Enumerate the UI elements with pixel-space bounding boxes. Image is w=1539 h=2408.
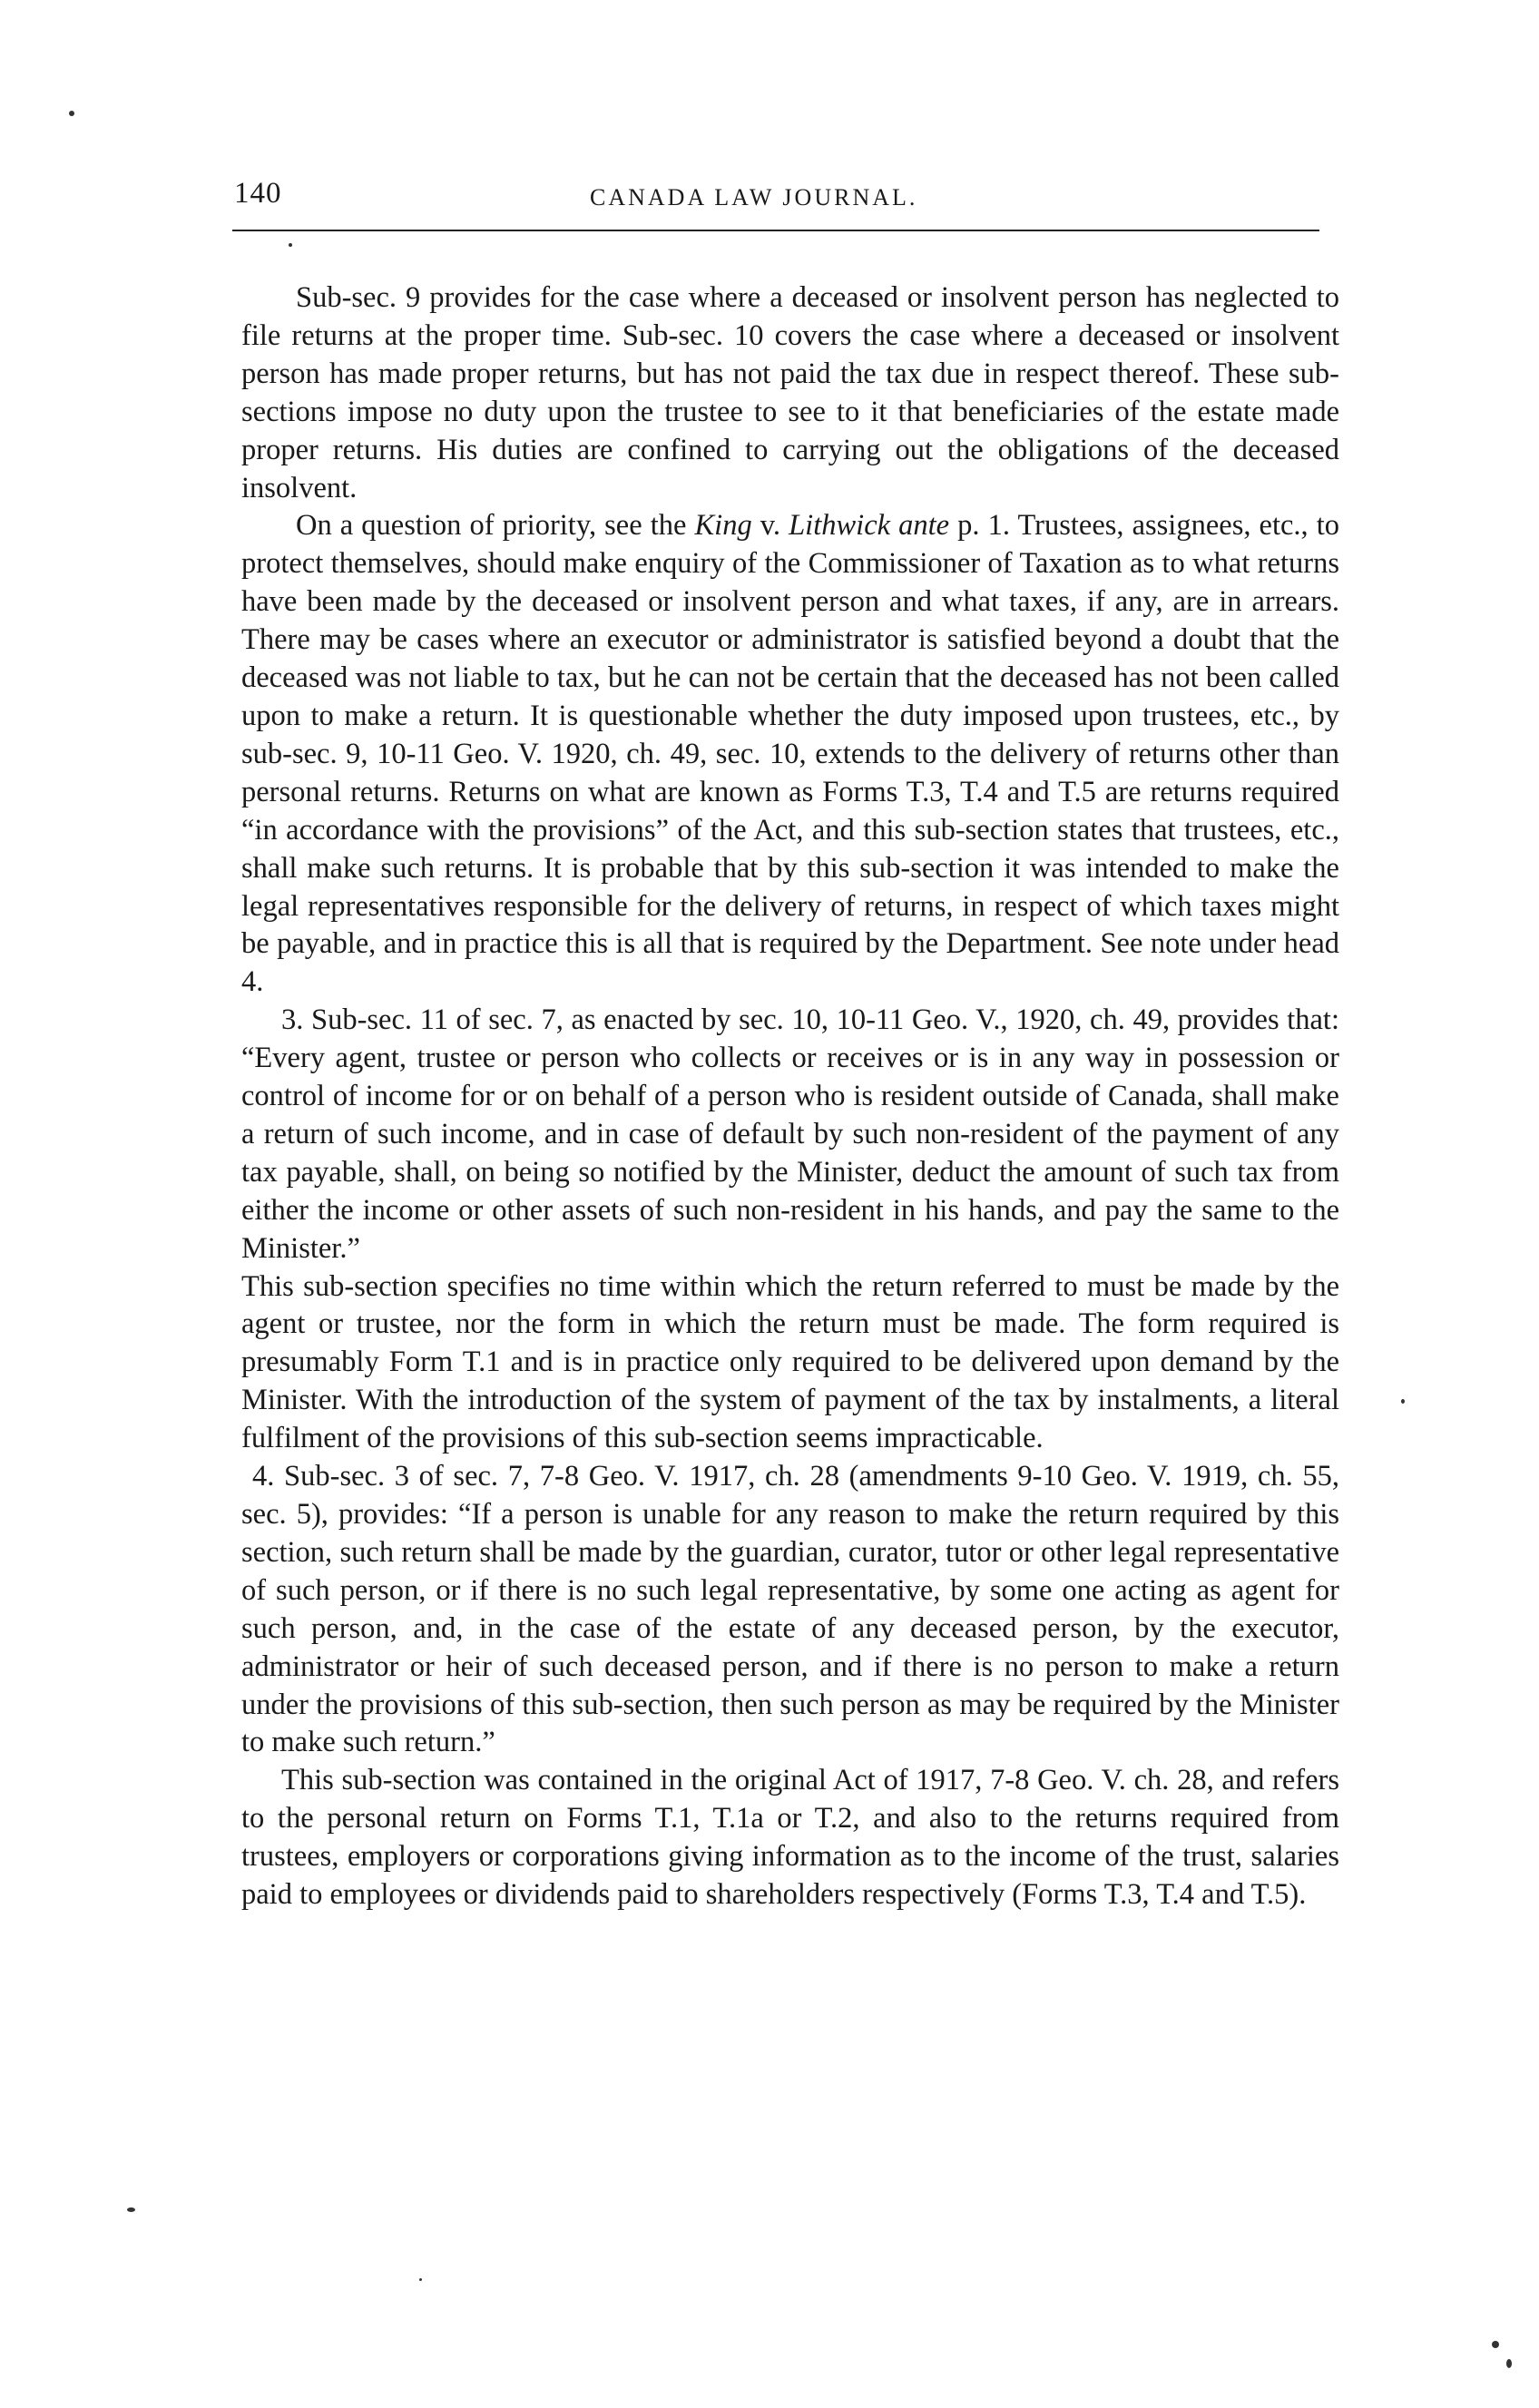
paragraph-priority-lead: On a question of priority, see the bbox=[296, 509, 695, 543]
journal-title: CANADA LAW JOURNAL. bbox=[590, 184, 918, 210]
running-header bbox=[234, 177, 1323, 228]
scan-speck bbox=[1492, 2341, 1499, 2348]
scan-speck bbox=[127, 2207, 135, 2212]
paragraph-subsection-time: This sub-section specifies no time within which the return referred to must be made by the agent or trustee, nor the form in which the return must be made. The form required is presumably Form T.1 and is in practice only required to be delivered upon demand by the Minister. With the introduction of the system of payment of the tax by instalments, a literal fulfilment of the provisions of this sub-section seems impracticable. bbox=[241, 1269, 1339, 1455]
scan-speck bbox=[289, 243, 292, 247]
header-rule bbox=[232, 230, 1319, 231]
page-number: 140 bbox=[234, 177, 282, 210]
paragraph-head-4: 4. Sub-sec. 3 of sec. 7, 7-8 Geo. V. 1917, ch. 28 (amendments 9-10 Geo. V. 1919, ch. 55, sec. 5), provides: “If a person is unable for any reason to make the return required by this section, such return shall be made by the guardian, curator, tutor or other legal representative of such person, or if there is no such legal representative, by some one acting as agent for such person, and, in the case of the estate of any deceased person, by the executor, administrator or heir of such deceased person, and if there is no person to make a return under the provisions of this sub-section, then such person as may be required by the Minister to make such return.” bbox=[241, 1460, 1339, 1759]
case-versus: v. bbox=[751, 509, 789, 543]
article-body bbox=[241, 279, 1339, 1914]
scan-speck bbox=[419, 2278, 422, 2281]
paragraph-head-3: 3. Sub-sec. 11 of sec. 7, as enacted by sec. 10, 10-11 Geo. V., 1920, ch. 49, provides that: “Every agent, trustee or person who collects or receives or is in any way in possession or control of income for or on behalf of a person who is resident outside of Canada, shall make a return of such income, and in case of default by such non-resident of the payment of any tax payable, shall, on being so notified by the Minister, deduct the amount of such tax from either the income or other assets of such non-resident in his hands, and pay the same to the Minister.” bbox=[241, 1003, 1339, 1265]
paragraph-subsec-9-10: Sub-sec. 9 provides for the case where a deceased or insolvent person has neglected to file returns at the proper time. Sub-sec. 10 covers the case where a deceased or insolvent person has made proper returns, but has not paid the tax due in respect thereof. These sub-sections impose no duty upon the trustee to see to it that beneficiaries of the estate made proper returns. His duties are confined to carrying out the obligations of the deceased insolvent. bbox=[241, 281, 1339, 504]
case-ante: ante bbox=[898, 509, 950, 543]
scan-speck bbox=[69, 111, 74, 116]
case-name-lithwick: Lithwick bbox=[789, 509, 891, 543]
paragraph-original-act: This sub-section was contained in the original Act of 1917, 7-8 Geo. V. ch. 28, and refers to the personal return on Forms T.1, T.1a or T.2, and also to the returns required from trustees, employers or corporations giving information as to the income of the trust, salaries paid to employees or dividends paid to shareholders respectively (Forms T.3, T.4 and T.5). bbox=[241, 1764, 1339, 1912]
scan-speck bbox=[1401, 1399, 1405, 1404]
case-name-king: King bbox=[694, 509, 752, 543]
paragraph-priority bbox=[241, 507, 1339, 1002]
paragraph-priority-body: p. 1. Trustees, assignees, etc., to protect themselves, should make enquiry of the Commissioner of Taxation as to what returns have been made by the deceased or insolvent person and what taxes, if any, are in arrears. There may be cases where an executor or administrator is satisfied beyond a doubt that the deceased was not liable to tax, but he can not be certain that the deceased has not been called upon to make a return. It is questionable whether the duty imposed upon trustees, etc., by sub-sec. 9, 10-11 Geo. V. 1920, ch. 49, sec. 10, extends to the delivery of returns other than personal returns. Returns on what are known as Forms T.3, T.4 and T.5 are returns required “in accordance with the provisions” of the Act, and this sub-section states that trustees, etc., shall make such returns. It is probable that by this sub-section it was intended to make the legal representatives responsible for the delivery of returns, in respect of which taxes might be payable, and in practice this is all that is required by the Department. See note under head 4. bbox=[241, 509, 1339, 999]
scan-speck bbox=[1506, 2359, 1512, 2368]
